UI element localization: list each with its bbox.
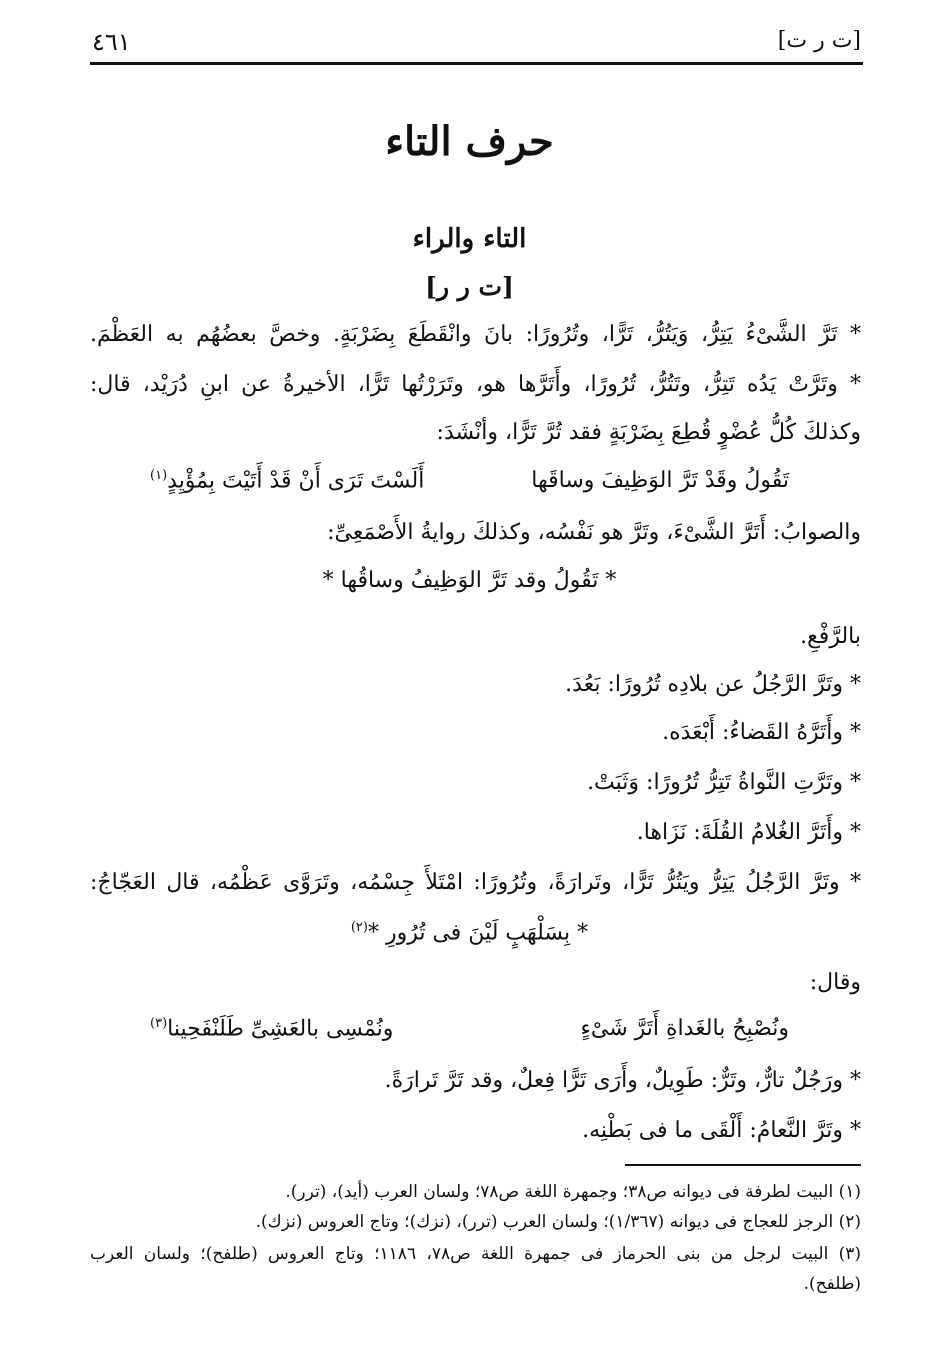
body-line-10: * وتَرَّ الرَّجُلُ يَتِرُّ ويَتُرُّ تَرًّا، وتَرارَةً، وتُرُورًا: امْتَلأَ جِسْمُه، وتَرَوَّى عَظْمُه، قال العَجّاجُ:	[90, 870, 861, 895]
body-line-8: * وتَرَّتِ النَّواةُ تَتِرُّ تُرُورًا: وَثَبَتْ.	[587, 770, 861, 795]
body-line-6: * وتَرَّ الرَّجُلُ عن بلادِه تُرُورًا: بَعُدَ.	[565, 672, 861, 697]
chapter-title: حرف التاء	[385, 118, 554, 165]
verse-2-second-hemistich: ونُمْسِى بالعَشِىِّ طَلَنْفَحِينا$^{(٣)}$	[150, 1016, 394, 1042]
footnote-marker-3: (٣)	[150, 1016, 168, 1031]
quote-1: * تَقُولُ وقد تَرَّ الوَظِيفُ وساقُها *	[322, 568, 617, 593]
verse-2-first-hemistich: ونُصْبِحُ بالغَداةِ أَتَرَّ شَىْءٍ	[580, 1016, 789, 1041]
header-root-label: [ت ر ت]	[777, 28, 861, 53]
footnote-marker-1: (١)	[150, 468, 168, 483]
quote-2: * بِسَلْهَبٍ لَيْنَ فى تُرُورِ *$^{(٢)}$	[350, 920, 589, 946]
body-line-5: بالرَّفْعِ.	[800, 624, 861, 649]
footnote-1: (١) البيت لطرفة فى ديوانه ص٣٨؛ وجمهرة اللغة ص٧٨؛ ولسان العرب (أيد)، (ترر).	[285, 1182, 861, 1202]
section-title: التاء والراء	[412, 224, 527, 254]
body-line-11: وقال:	[809, 970, 861, 995]
body-line-4: والصوابُ: أَتَرَّ الشَّىْءَ، وتَرَّ هو نَفْسُه، وكذلكَ روايةُ الأَصْمَعِىِّ:	[327, 520, 861, 545]
footnote-3: (٣) البيت لرجل من بنى الحرماز فى جمهرة اللغة ص٧٨، ١١٨٦؛ وتاج العروس (طلفح)؛ ولسان العرب	[90, 1244, 862, 1264]
footnote-2: (٢) الرجز للعجاج فى ديوانه (١/٣٦٧)؛ ولسان العرب (ترر)، (نزك)؛ وتاج العروس (نزك).	[255, 1212, 861, 1232]
body-line-12: * ورَجُلٌ تارٌّ، وتَرٌّ: طَوِيلٌ، وأَرَى تَرًّا فِعلٌ، وقد تَرَّ تَرارَةً.	[384, 1068, 861, 1093]
verse-1-second-hemistich: أَلَسْتَ تَرَى أَنْ قَدْ أَتَيْتَ بِمُؤْيِدٍ$^{(١)}$	[150, 468, 425, 494]
root-heading: [ت ر ر]	[425, 272, 514, 301]
body-line-3: وكذلكَ كُلُّ عُضْوٍ قُطِعَ بِضَرْبَةٍ فقد تُرَّ تَرًّا، وأنْشَدَ:	[436, 420, 861, 445]
body-line-2: * وتَرَّتْ يَدُه تَتِرُّ، وتَتُرُّ، تُرُورًا، وأَتَرَّها هو، وتَرَرْتُها تَرًّا، الأخيرةُ عن ابنِ دُرَيْد، قال:	[90, 372, 861, 397]
verse-1-first-hemistich: تَقُولُ وقَدْ تَرَّ الوَظِيفَ وساقَها	[531, 468, 789, 493]
header-divider	[90, 62, 863, 65]
body-line-1: * تَرَّ الشَّىْءُ يَتِرُّ، وَيَتُرُّ، تَرًّا، وتُرُورًا: بانَ وانْقَطَعَ بِضَرْبَةٍ. وخصَّ بعضُهُم به العَظْمَ.	[90, 322, 861, 347]
page-number: ٤٦١	[92, 28, 131, 56]
body-line-13: * وتَرَّ النَّعامُ: أَلْقَى ما فى بَطْنِه.	[582, 1118, 861, 1143]
footnote-divider	[625, 1164, 861, 1166]
body-line-9: * وأَتَرَّ الغُلامُ القُلَةَ: نَزَاها.	[636, 820, 861, 845]
footnote-marker-2: (٢)	[350, 920, 368, 935]
footnote-3-continued: (طلفح).	[803, 1274, 861, 1294]
body-line-7: * وأَتَرَّهُ القَضاءُ: أَبْعَدَه.	[662, 720, 861, 745]
